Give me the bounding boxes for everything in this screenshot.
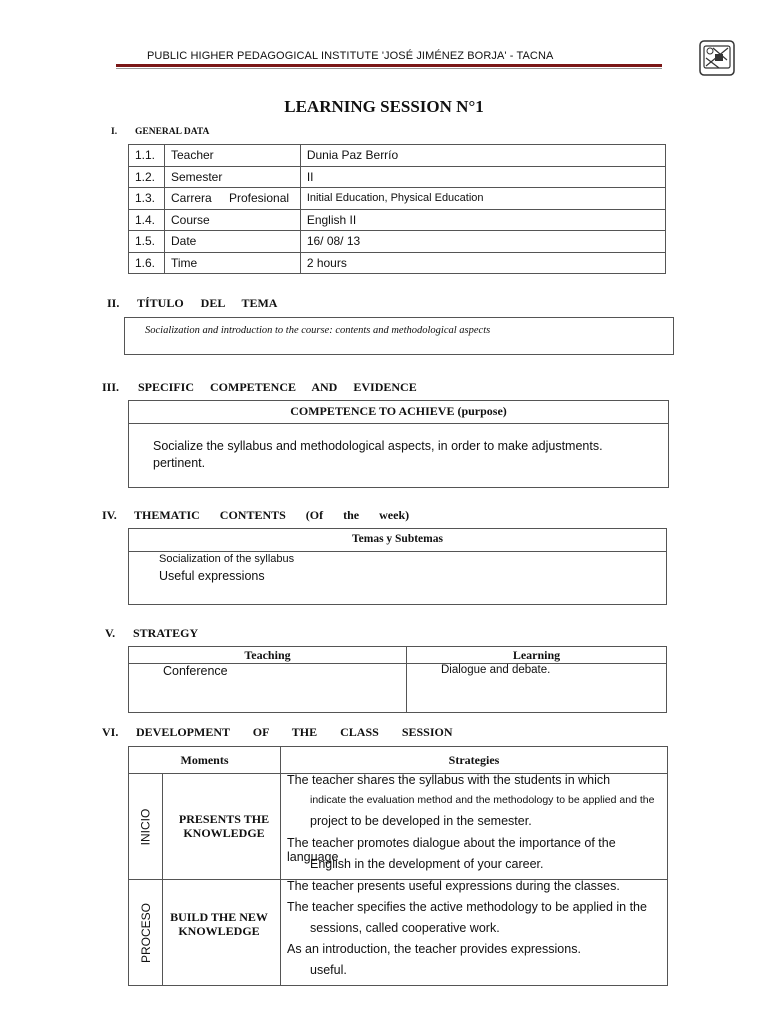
header-rule-thin	[116, 68, 662, 69]
general-data-row	[129, 209, 666, 231]
institute-logo	[697, 38, 737, 78]
page-title: LEARNING SESSION N°1	[284, 97, 484, 116]
general-data-row	[129, 188, 666, 210]
competence-body: Socialize the syllabus and methodological aspects, in order to make adjustments. pertinent.	[153, 439, 603, 470]
general-data-label: Carrera Profesional	[164, 188, 300, 210]
general-data-value: Dunia Paz Berrío	[300, 145, 665, 167]
section-num-strategy: V.	[105, 626, 116, 640]
subject-box	[124, 317, 674, 355]
section-title-strategy: STRATEGY	[133, 626, 199, 640]
section-num-thematic: IV.	[102, 508, 117, 522]
strategy-line: The teacher promotes dialogue about the importance of the language	[287, 836, 616, 864]
general-data-value: English II	[300, 209, 665, 231]
strategy-line: sessions, called cooperative work.	[310, 921, 500, 935]
general-data-value: II	[300, 166, 665, 188]
learning-header: Learning	[512, 648, 561, 662]
thematic-item: Useful expressions	[159, 569, 265, 583]
learning-value: Dialogue and debate.	[441, 664, 551, 676]
general-data-value: 2 hours	[300, 252, 665, 274]
moment-inicio: PRESENTS THE KNOWLEDGE	[178, 812, 270, 840]
general-data-num: 1.6.	[129, 252, 165, 274]
strategies-header: Strategies	[448, 753, 500, 767]
strategy-line: As an introduction, the teacher provides expressions.	[287, 942, 581, 956]
general-data-row	[129, 252, 666, 274]
general-data-label: Semester	[164, 166, 300, 188]
thematic-header: Temas y Subtemas	[129, 529, 666, 552]
strategy-line: The teacher specifies the active methodology to be applied in the	[287, 900, 647, 914]
general-data-num: 1.3.	[129, 188, 165, 210]
strategy-line: indicate the evaluation method and the methodology to be applied and the	[310, 794, 655, 806]
divider	[162, 773, 163, 985]
strategy-line: The teacher shares the syllabus with the students in which	[287, 773, 611, 787]
general-data-row	[129, 166, 666, 188]
general-data-num: 1.4.	[129, 209, 165, 231]
development-table	[128, 746, 668, 986]
section-num-competence: III.	[102, 380, 120, 394]
general-data-label: Teacher	[164, 145, 300, 167]
general-data-label: Date	[164, 231, 300, 253]
proceso-label: PROCESO	[138, 902, 153, 963]
section-title-general: GENERAL DATA	[135, 127, 210, 137]
header-rule	[116, 64, 662, 67]
section-title-development: DEVELOPMENT OF THE CLASS SESSION	[136, 725, 453, 739]
general-data-num: 1.1.	[129, 145, 165, 167]
general-data-value: Initial Education, Physical Education	[300, 188, 665, 210]
moments-header: Moments	[180, 753, 229, 767]
general-data-label: Course	[164, 209, 300, 231]
general-data-table	[128, 144, 666, 274]
general-data-row	[129, 231, 666, 253]
inicio-label: INICIO	[138, 808, 153, 845]
competence-box	[128, 400, 669, 488]
general-data-num: 1.2.	[129, 166, 165, 188]
strategy-table	[128, 646, 667, 713]
thematic-box	[128, 528, 667, 605]
section-num-general: I.	[111, 127, 118, 137]
section-num-development: VI.	[102, 725, 119, 739]
general-data-row	[129, 145, 666, 167]
strategy-line: project to be developed in the semester.	[310, 814, 532, 828]
general-data-num: 1.5.	[129, 231, 165, 253]
strategy-line: useful.	[310, 963, 347, 977]
inicio-label-cell	[129, 774, 162, 879]
divider	[280, 747, 281, 985]
thematic-item: Socialization of the syllabus	[159, 553, 295, 565]
strategy-line: The teacher presents useful expressions during the classes.	[287, 879, 620, 893]
teaching-header: Teaching	[244, 648, 291, 662]
general-data-label: Time	[164, 252, 300, 274]
section-title-competence: SPECIFIC COMPETENCE AND EVIDENCE	[138, 380, 417, 394]
strategy-line: English in the development of your career.	[310, 857, 544, 871]
moment-proceso: BUILD THE NEW KNOWLEDGE	[170, 910, 268, 938]
teaching-value: Conference	[163, 664, 228, 678]
section-title-titulo: TÍTULO DEL TEMA	[137, 296, 278, 310]
subject-text: Socialization and introduction to the course: contents and methodological aspects	[145, 325, 491, 336]
section-title-thematic: THEMATIC CONTENTS (Of the week)	[134, 508, 410, 522]
proceso-label-cell	[129, 880, 162, 985]
competence-header: COMPETENCE TO ACHIEVE (purpose)	[129, 401, 668, 424]
section-num-titulo: II.	[107, 296, 120, 310]
general-data-value: 16/ 08/ 13	[300, 231, 665, 253]
institute-header: PUBLIC HIGHER PEDAGOGICAL INSTITUTE 'JOSÉ JIMÉNEZ BORJA' - TACNA	[147, 50, 554, 62]
